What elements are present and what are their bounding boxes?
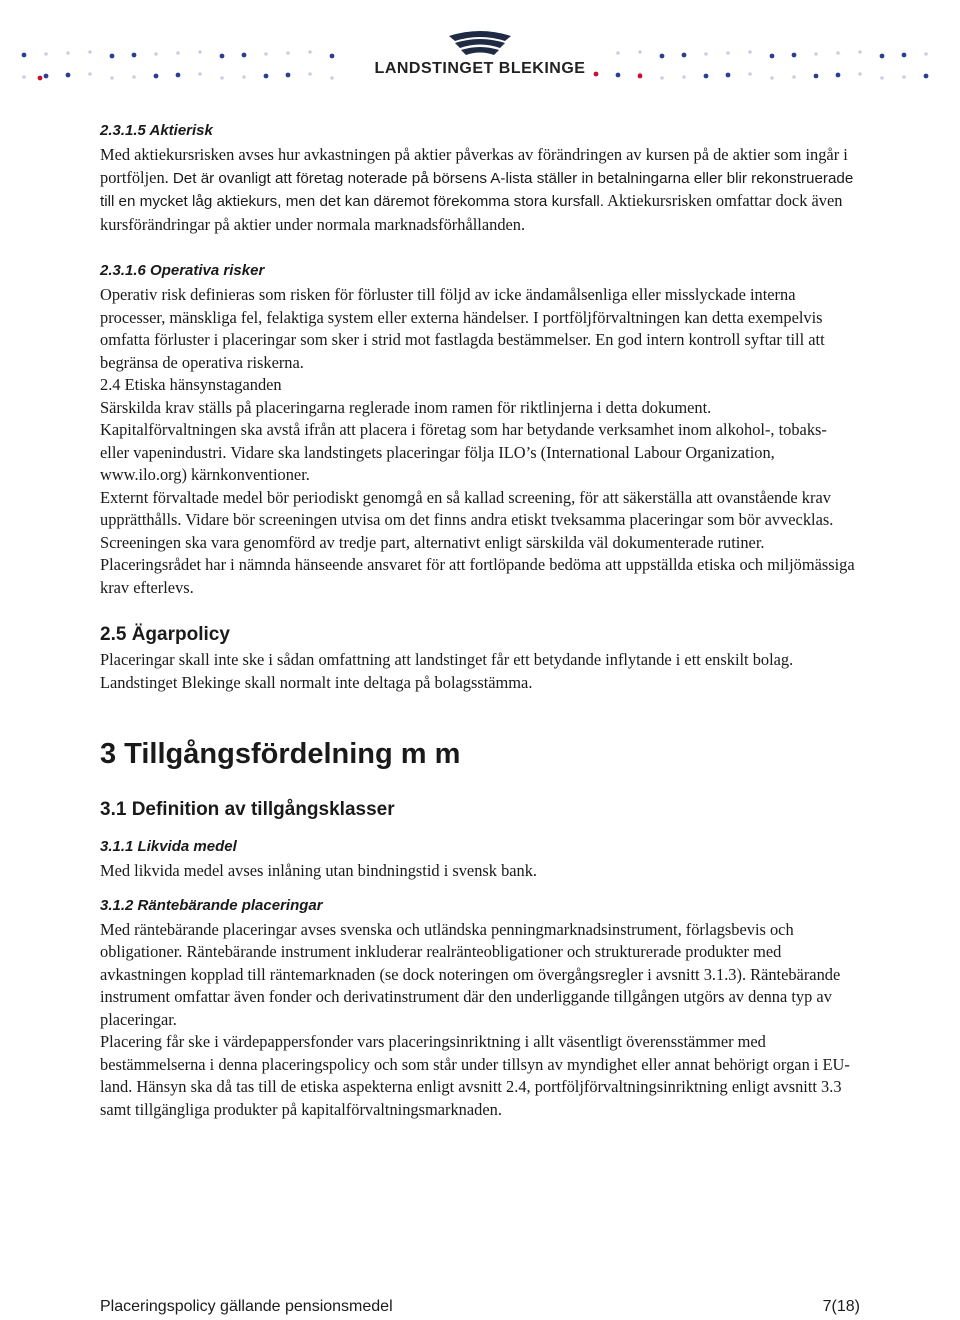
decorative-dot (748, 50, 752, 54)
decorative-dot-accent (594, 72, 599, 77)
decorative-dot (330, 54, 335, 59)
logo-emblem (445, 28, 515, 58)
decorative-dot (132, 75, 136, 79)
decorative-dot (110, 54, 115, 59)
decorative-dot (176, 73, 181, 78)
decorative-dot (220, 76, 224, 80)
decorative-dot (726, 51, 730, 55)
decorative-dot (330, 76, 334, 80)
decorative-dot (242, 75, 246, 79)
heading-aktierisk: 2.3.1.5 Aktierisk (100, 122, 213, 139)
paragraph-operativa-risker: Operativ risk definieras som risken för förluster till följd av icke ändamålsenliga eller misslyckade interna processer, mänskliga fel, felaktiga system eller externa händelser. I portföljförvaltningen kan detta exempelvis omfatta förluster i placeringar som sker i strid mot fastlagda bestämmelser. En god intern kontroll syftar till att begränsa de operativa riskerna. (100, 285, 825, 372)
decorative-dot (880, 76, 884, 80)
paragraph-rantebarande-2: Placering får ske i värdepappersfonder vars placeringsinriktning i allt väsentligt överensstämmer med bestämmelserna i denna placeringspolicy och som står under tillsyn av myndighet eller annat behörigt organ i EU-land. Hänsyn ska då tas till de etiska aspekterna enligt avsnitt 2.4, portföljförvaltningsinriktning enligt avsnitt 3.3 samt tillgängliga produkter på kapitalförvaltningsmarknaden. (100, 1032, 850, 1119)
decorative-dot (748, 72, 752, 76)
heading-rantebarande: 3.1.2 Räntebärande placeringar (100, 896, 323, 914)
decorative-dot (198, 72, 202, 76)
decorative-dot (198, 50, 202, 54)
decorative-dot-accent (638, 74, 643, 79)
decorative-dot (66, 73, 71, 78)
decorative-dot (770, 54, 775, 59)
heading-likvida-medel: 3.1.1 Likvida medel (100, 838, 237, 855)
decorative-dot (682, 53, 687, 58)
document-body (100, 118, 860, 1121)
logo (370, 28, 590, 88)
page-number: 7(18) (822, 1298, 860, 1315)
decorative-dot (660, 76, 664, 80)
decorative-dot (704, 52, 708, 56)
decorative-dot (44, 74, 49, 79)
decorative-dot (308, 72, 312, 76)
page-header (0, 0, 960, 100)
heading-tillgangsfordelning: 3 Tillgångsfördelning m m (100, 738, 461, 770)
decorative-dot (44, 52, 48, 56)
decorative-dot (132, 53, 137, 58)
decorative-dot (88, 50, 92, 54)
subheading-etiska: 2.4 Etiska hänsynstaganden (100, 375, 282, 394)
decorative-dot (220, 54, 225, 59)
decorative-dot (638, 50, 642, 54)
heading-operativa-risker: 2.3.1.6 Operativa risker (100, 262, 265, 279)
decorative-dot (66, 51, 70, 55)
decorative-dot (616, 73, 621, 78)
decorative-dot (814, 52, 818, 56)
decorative-dot (924, 74, 929, 79)
decorative-dot (264, 74, 269, 79)
decorative-dot (836, 73, 841, 78)
page-footer (100, 1298, 860, 1316)
footer-title: Placeringspolicy gällande pensionsmedel (100, 1298, 393, 1315)
decorative-dot (880, 54, 885, 59)
paragraph-agarpolicy: Placeringar skall inte ske i sådan omfattning att landstinget får ett betydande inflytande i ett enskilt bolag. Landstinget Blekinge skall normalt inte deltaga på bolagsstämma. (100, 650, 794, 692)
decorative-dot (682, 75, 686, 79)
decorative-dot (792, 53, 797, 58)
decorative-dot (704, 74, 709, 79)
decorative-dot (858, 72, 862, 76)
decorative-dot (814, 74, 819, 79)
decorative-dot (308, 50, 312, 54)
paragraph-rantebarande-1: Med räntebärande placeringar avses svenska och utländska penningmarknadsinstrument, förlagsbevis och obligationer. Räntebärande instrument inkluderar realränteobligationer och strukturerade produkter med avkastningen kopplad till räntemarknaden (se dock noteringen om övergångsregler i avsnitt 3.1.3). Räntebärande instrument omfattar även fonder och derivatinstrument där den underliggande tillgången utgörs av denna typ av placeringar. (100, 919, 841, 1029)
paragraph-etiska-1: Särskilda krav ställs på placeringarna reglerade inom ramen för riktlinjerna i detta dokument. (100, 397, 712, 417)
paragraph-aktierisk: Med aktiekursrisken avses hur avkastningen på aktier påverkas av förändringen av kursen på de aktier som ingår i portföljen. Det är ovanligt att företag noterade på börsens A-lista ställer in betalningarna eller blir rekonstruerade till en mycket låg aktiekurs, men det kan däremot förekomma stora kursfall. Aktiekursrisken omfattar dock även kursförändringar på aktier under normala marknadsförhållanden. (100, 145, 854, 234)
heading-agarpolicy: 2.5 Ägarpolicy (100, 624, 230, 645)
decorative-dot-accent (38, 76, 43, 81)
decorative-dot (902, 53, 907, 58)
decorative-dot (154, 52, 158, 56)
decorative-dot (22, 53, 27, 58)
decorative-dot (242, 53, 247, 58)
decorative-dot (792, 75, 796, 79)
decorative-dot (110, 76, 114, 80)
decorative-dot (660, 54, 665, 59)
heading-definition-tillgangsklasser: 3.1 Definition av tillgångsklasser (100, 799, 395, 820)
decorative-dot (286, 51, 290, 55)
decorative-dot (264, 52, 268, 56)
paragraph-etiska-2: Kapitalförvaltningen ska avstå ifrån att placera i företag som har betydande verksamhet inom alkohol-, tobaks- eller vapenindustri. Vidare ska landstingets placeringar följa ILO’s (International Labour Organization, www.ilo.org) kärnkonventioner. (100, 420, 827, 484)
decorative-dot (726, 73, 731, 78)
decorative-dot (176, 51, 180, 55)
decorative-dot (924, 52, 928, 56)
decorative-dot (286, 73, 291, 78)
paragraph-etiska-3: Externt förvaltade medel bör periodiskt genomgå en så kallad screening, för att säkerställa att ovanstående krav upprätthålls. Vidare bör screeningen utvisa om det finns andra etiskt tveksamma placeringar som bör avvecklas. Screeningen ska vara genomförd av tredje part, alternativt enligt särskilda väl dokumenterade rutiner. Placeringsrådet har i nämnda hänseende ansvaret för att fortlöpande bedöma att uppställda etiska och miljömässiga krav efterlevs. (100, 487, 855, 597)
decorative-dot (902, 75, 906, 79)
decorative-dot (154, 74, 159, 79)
decorative-dot (770, 76, 774, 80)
decorative-dot (22, 75, 26, 79)
paragraph-likvida-medel: Med likvida medel avses inlåning utan bindningstid i svensk bank. (100, 861, 538, 880)
decorative-dot (616, 51, 620, 55)
logo-text: LANDSTINGET BLEKINGE (374, 60, 586, 77)
decorative-dot (88, 72, 92, 76)
decorative-dot (836, 51, 840, 55)
decorative-dot (858, 50, 862, 54)
